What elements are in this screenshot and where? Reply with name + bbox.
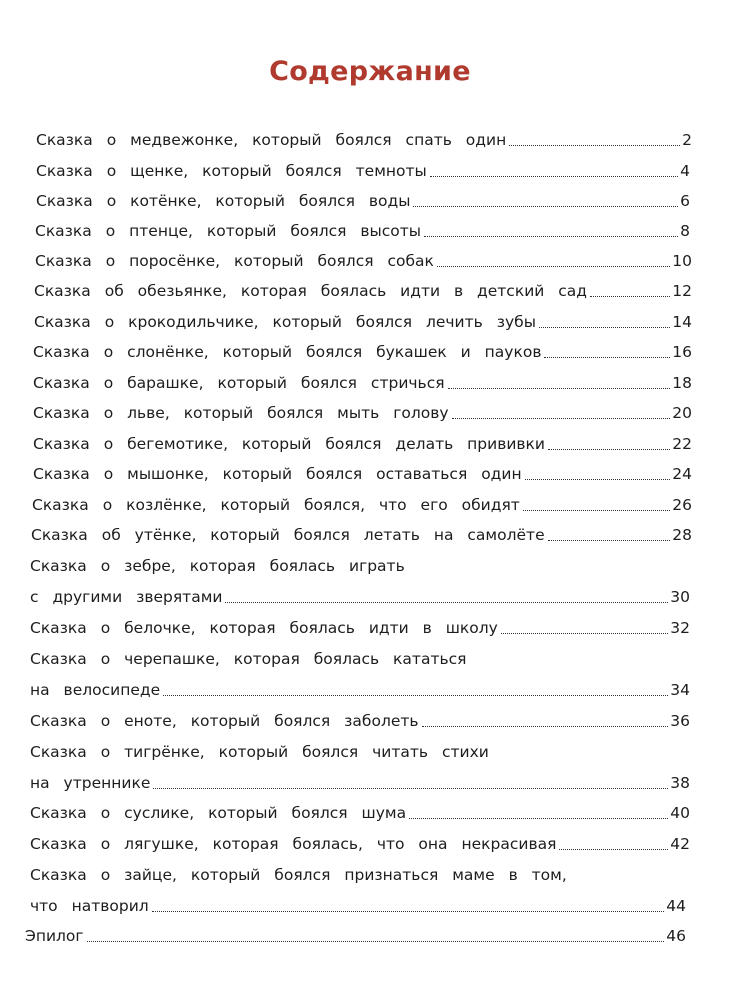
toc-entry-title: Сказка о крокодильчике, который боялся лечить зубы	[34, 313, 536, 331]
dot-leader	[523, 510, 670, 511]
toc-entry	[33, 400, 692, 424]
toc-page-number: 20	[672, 404, 692, 422]
toc-entry-title-continued: на утреннике	[30, 774, 151, 792]
toc-entry-title: Сказка о птенце, который боялся высоты	[35, 222, 422, 240]
dot-leader	[152, 911, 665, 912]
toc-page-number: 26	[672, 496, 692, 514]
toc-entry-line	[30, 862, 567, 886]
toc-entry	[30, 708, 690, 732]
toc-entry	[35, 218, 690, 242]
toc-page-number: 34	[670, 681, 690, 699]
toc-entry-title: Сказка о котёнке, который боялся воды	[36, 192, 411, 210]
toc-page-number: 32	[670, 619, 690, 637]
dot-leader	[590, 296, 670, 297]
toc-entry-title: Сказка о белочке, которая боялась идти в школу	[30, 619, 498, 637]
dot-leader	[544, 357, 670, 358]
toc-page-number: 2	[682, 131, 692, 149]
dot-leader	[422, 726, 669, 727]
toc-entry-title: Сказка о льве, который боялся мыть голову	[33, 404, 449, 422]
toc-entry	[25, 923, 686, 947]
dot-leader	[424, 236, 678, 237]
dot-leader	[225, 602, 668, 603]
toc-page-number: 18	[672, 374, 692, 392]
toc-entry-title: Сказка о зебре, которая боялась играть	[30, 557, 405, 575]
dot-leader	[548, 540, 671, 541]
dot-leader	[87, 941, 665, 942]
toc-entry-line	[30, 584, 690, 608]
toc-entry-title: Сказка о бегемотике, который боялся делать прививки	[33, 435, 545, 453]
dot-leader	[539, 327, 670, 328]
dot-leader	[509, 145, 680, 146]
dot-leader	[448, 388, 671, 389]
dot-leader	[437, 266, 670, 267]
toc-entry-line	[30, 553, 405, 577]
toc-entry	[36, 158, 690, 182]
toc-page-number: 46	[666, 927, 686, 945]
toc-entry-title: Сказка о мышонке, который боялся оставаться один	[33, 465, 522, 483]
toc-entry-title: Сказка о щенке, который боялся темноты	[36, 162, 427, 180]
toc-entry-title: Сказка об утёнке, который боялся летать на самолёте	[31, 526, 545, 544]
toc-entry	[30, 800, 690, 824]
dot-leader	[452, 418, 671, 419]
toc-entry	[35, 248, 692, 272]
toc-page-number: 12	[672, 282, 692, 300]
dot-leader	[153, 788, 668, 789]
toc-entry-title: Сказка о поросёнке, который боялся собак	[35, 252, 434, 270]
dot-leader	[430, 176, 678, 177]
toc-entry-title-continued: на велосипеде	[30, 681, 161, 699]
toc-page-number: 30	[670, 588, 690, 606]
toc-page-number: 4	[680, 162, 690, 180]
toc-page-number: 10	[672, 252, 692, 270]
toc-entry	[33, 431, 692, 455]
toc-entry-line	[30, 739, 489, 763]
toc-page-number: 36	[670, 712, 690, 730]
page-title: Содержание	[269, 56, 471, 87]
dot-leader	[525, 479, 671, 480]
toc-entry	[36, 127, 692, 151]
toc-entry-title: Сказка о лягушке, которая боялась, что она некрасивая	[30, 835, 557, 853]
dot-leader	[501, 633, 668, 634]
dot-leader	[409, 818, 668, 819]
dot-leader	[559, 849, 668, 850]
toc-page-number: 38	[670, 774, 690, 792]
toc-entry-line	[30, 893, 686, 917]
toc-entry-title: Сказка о козлёнке, который боялся, что его обидят	[32, 496, 520, 514]
toc-entry-line	[30, 770, 690, 794]
toc-page-number: 44	[666, 897, 686, 915]
toc-page-number: 14	[672, 313, 692, 331]
toc-page-number: 6	[680, 192, 690, 210]
toc-entry	[34, 309, 692, 333]
toc-entry	[36, 188, 690, 212]
toc-entry-line	[30, 646, 466, 670]
toc-entry	[32, 492, 692, 516]
toc-entry-line	[30, 677, 690, 701]
toc-entry-title-continued: с другими зверятами	[30, 588, 223, 606]
toc-entry	[33, 461, 692, 485]
dot-leader	[548, 449, 670, 450]
toc-entry-title: Сказка о медвежонке, который боялся спать один	[36, 131, 507, 149]
toc-entry	[34, 278, 692, 302]
toc-entry	[30, 831, 690, 855]
toc-page-number: 16	[672, 343, 692, 361]
toc-entry-title: Сказка о слонёнке, который боялся букашек и пауков	[33, 343, 542, 361]
toc-page-number: 42	[670, 835, 690, 853]
dot-leader	[413, 206, 678, 207]
toc-page-number: 8	[680, 222, 690, 240]
toc-entry-title: Сказка о тигрёнке, который боялся читать стихи	[30, 743, 489, 761]
toc-entry-title: Эпилог	[25, 927, 84, 945]
toc-page-number: 24	[672, 465, 692, 483]
toc-entry-title: Сказка о еноте, который боялся заболеть	[30, 712, 419, 730]
toc-page-number: 28	[672, 526, 692, 544]
toc-entry	[33, 370, 692, 394]
toc-entry-title-continued: что натворил	[30, 897, 149, 915]
toc-entry-title: Сказка об обезьянке, которая боялась идти в детский сад	[34, 282, 588, 300]
toc-page-number: 22	[672, 435, 692, 453]
toc-entry-title: Сказка о черепашке, которая боялась кататься	[30, 650, 467, 668]
toc-entry	[30, 615, 690, 639]
toc-entry-title: Сказка о барашке, который боялся стричься	[33, 374, 445, 392]
toc-entry	[31, 522, 692, 546]
toc-entry-title: Сказка о зайце, который боялся признаться маме в том,	[30, 866, 567, 884]
toc-entry	[33, 339, 692, 363]
toc-page-number: 40	[670, 804, 690, 822]
dot-leader	[163, 695, 668, 696]
toc-entry-title: Сказка о суслике, который боялся шума	[30, 804, 407, 822]
